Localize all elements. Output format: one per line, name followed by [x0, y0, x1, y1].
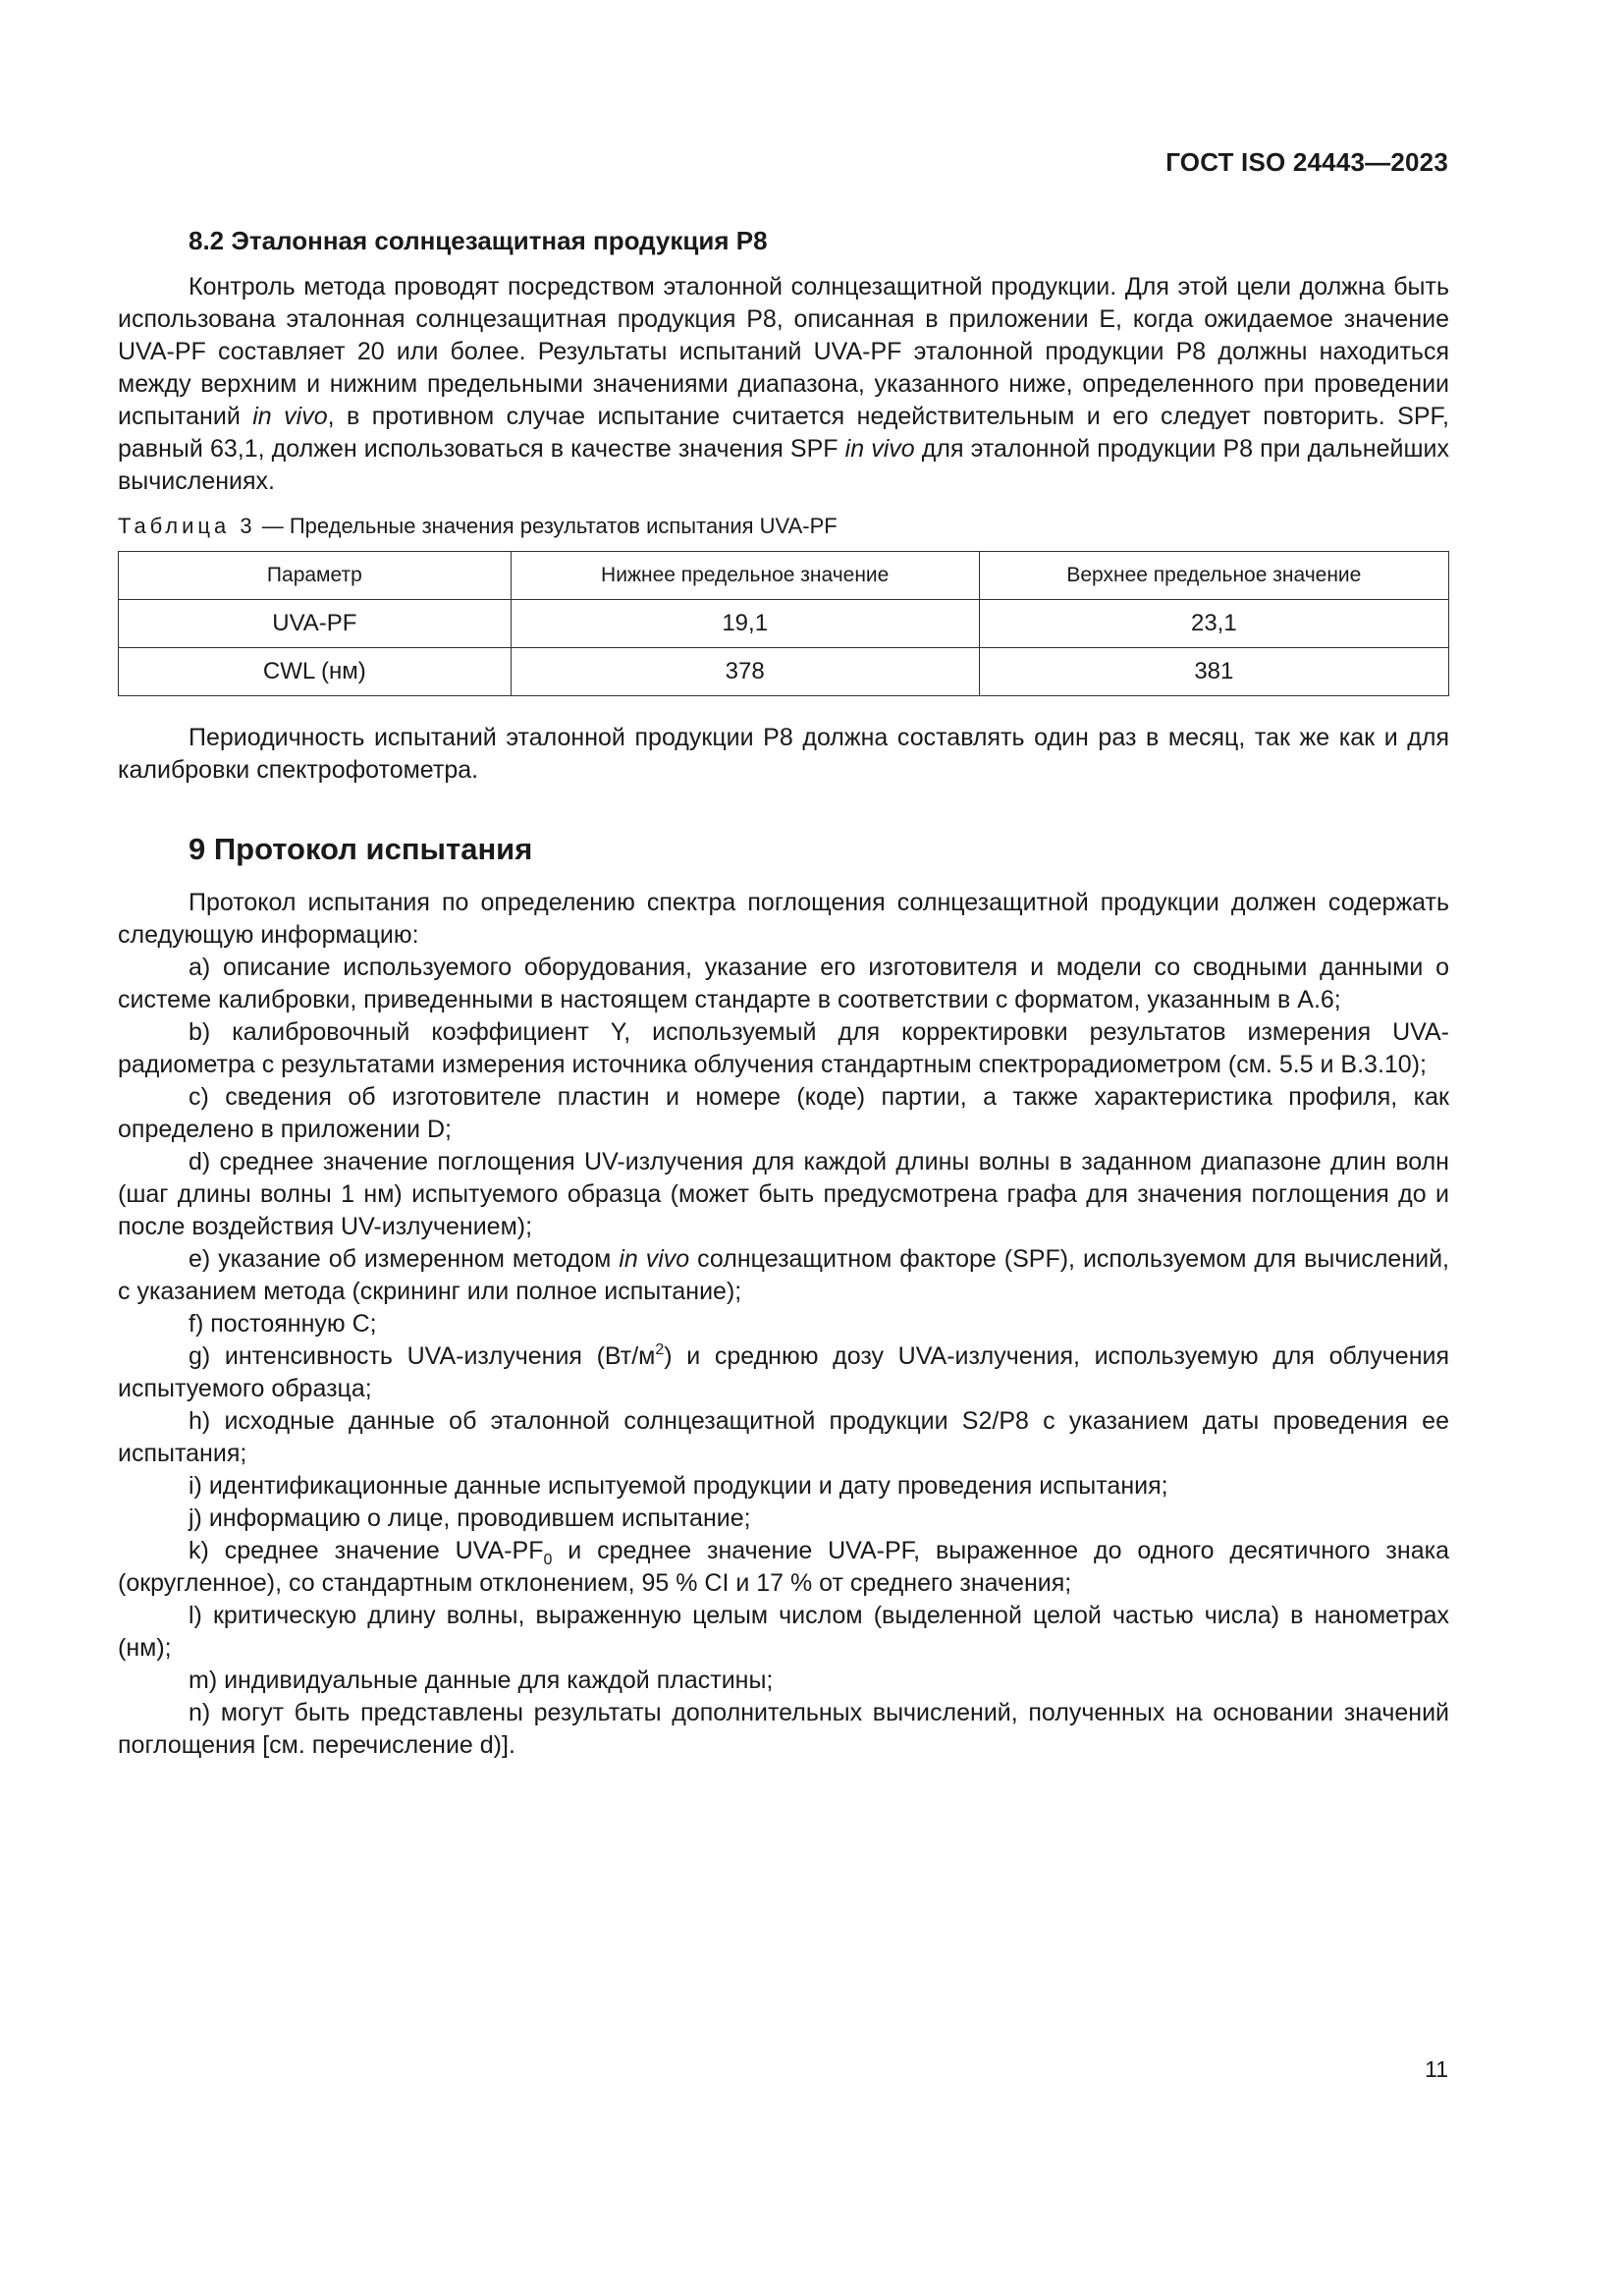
- text-run: , в противном случае испытание считается недействительным и его следует повторить. SPF, равный 63,1, должен использоваться в качестве значения SPF: [118, 403, 1449, 463]
- spacer: [118, 696, 1449, 722]
- text-run: для эталонной продукции P8 при дальнейших вычислениях.: [118, 435, 1449, 495]
- text-run: солнцезащитном факторе (SPF), используемом для вычислений, с указанием метода (скрининг или полное испытание);: [118, 1245, 1450, 1305]
- list-item-i: i) идентификационные данные испытуемой продукции и дату проведения испытания;: [189, 1472, 1168, 1500]
- section-8-2-paragraph: [118, 271, 1449, 498]
- superscript: 2: [655, 1341, 665, 1358]
- table-cell: CWL (нм): [119, 648, 512, 696]
- standard-designation: ГОСТ ISO 24443—2023: [1165, 147, 1448, 177]
- subscript: 0: [543, 1552, 553, 1568]
- table-label: Таблица 3: [118, 514, 256, 538]
- section-9-intro: Протокол испытания по определению спектра поглощения солнцезащитной продукции должен содержать следующую информацию:: [118, 889, 1449, 949]
- italic-text: in vivo: [252, 403, 328, 430]
- table-row: [119, 600, 1449, 648]
- table-header-cell: Параметр: [119, 552, 512, 600]
- page-number: 11: [1425, 2056, 1448, 2082]
- text-run: ) и среднюю дозу UVA-излучения, используемую для облучения испытуемого образца;: [118, 1342, 1450, 1402]
- list-item-j: j) информацию о лице, проводившем испытание;: [189, 1504, 751, 1532]
- table-cell: 23,1: [979, 600, 1448, 648]
- italic-text: in vivo: [844, 435, 915, 463]
- table-cell: 381: [979, 648, 1448, 696]
- spacer: [118, 787, 1449, 830]
- text-run: k) среднее значение UVA-PF: [189, 1537, 544, 1564]
- text-run: e) указание об измеренном методом: [189, 1245, 620, 1273]
- italic-text: in vivo: [619, 1245, 690, 1273]
- list-item-l: l) критическую длину волны, выраженную целым числом (выделенной целой частью числа) в нанометрах (нм);: [118, 1602, 1449, 1662]
- list-item-a: a) описание используемого оборудования, указание его изготовителя и модели со сводными данными о системе калибровки, приведенными в настоящем стандарте в соответствии с форматом, указанным в А.6;: [118, 954, 1449, 1013]
- table-header-cell: Нижнее предельное значение: [511, 552, 979, 600]
- list-item-f: f) постоянную C;: [189, 1310, 377, 1338]
- text-run: g) интенсивность UVA-излучения (Вт/м: [189, 1342, 656, 1370]
- list-item-c: c) сведения об изготовителе пластин и номере (коде) партии, а также характеристика профиля, как определено в приложении D;: [118, 1083, 1449, 1143]
- list-item-e: [118, 1243, 1449, 1308]
- list-item-h: h) исходные данные об эталонной солнцезащитной продукции S2/P8 с указанием даты проведения ее испытания;: [118, 1407, 1449, 1467]
- list-item-b: b) калибровочный коэффициент Y, используемый для корректировки результатов измерения UVA-радиометра с результатами измерения источника облучения стандартным спектрорадиометром (см. 5.5 и В.3.10);: [118, 1018, 1449, 1078]
- section-9-heading: 9 Протокол испытания: [189, 832, 533, 866]
- list-item-m: m) индивидуальные данные для каждой пластины;: [189, 1667, 774, 1694]
- list-item-k: [118, 1535, 1449, 1600]
- table-row: [119, 648, 1449, 696]
- page-content: [118, 224, 1449, 1762]
- limits-table: [118, 551, 1449, 696]
- table-header-cell: Верхнее предельное значение: [979, 552, 1448, 600]
- table-cell: 19,1: [511, 600, 979, 648]
- list-item-d: d) среднее значение поглощения UV-излучения для каждой длины волны в заданном диапазоне длин волн (шаг длины волны 1 нм) испытуемого образца (может быть предусмотрена графа для значения поглощения до и после воздействия UV-излучением);: [118, 1148, 1449, 1240]
- text-run: и среднее значение UVA-PF, выраженное до одного десятичного знака (округленное), со стандартным отклонением, 95 % CI и 17 % от среднего значения;: [118, 1537, 1449, 1597]
- list-item-g: [118, 1340, 1449, 1405]
- table-cell: 378: [511, 648, 979, 696]
- list-item-n: n) могут быть представлены результаты дополнительных вычислений, полученных на основании значений поглощения [см. перечисление d)].: [118, 1699, 1449, 1759]
- periodicity-paragraph: Периодичность испытаний эталонной продукции P8 должна составлять один раз в месяц, так же как и для калибровки спектрофотометра.: [118, 724, 1449, 784]
- section-8-2-heading: 8.2 Эталонная солнцезащитная продукция P8: [189, 226, 768, 255]
- table-caption: [118, 512, 1449, 541]
- text-run: Контроль метода проводят посредством эталонной солнцезащитной продукции. Для этой цели должна быть использована эталонная солнцезащитная продукция P8, описанная в приложении Е, когда ожидаемое значение UVA-PF составляет 20 или более. Результаты испытаний UVA-PF эталонной продукции P8 должны находиться между верхним и нижним предельными значениями диапазона, указанного ниже, определенного при проведении испытаний: [118, 273, 1449, 430]
- table-cell: UVA-PF: [119, 600, 512, 648]
- table-title: — Предельные значения результатов испытания UVA-PF: [255, 514, 838, 538]
- table-header-row: [119, 552, 1449, 600]
